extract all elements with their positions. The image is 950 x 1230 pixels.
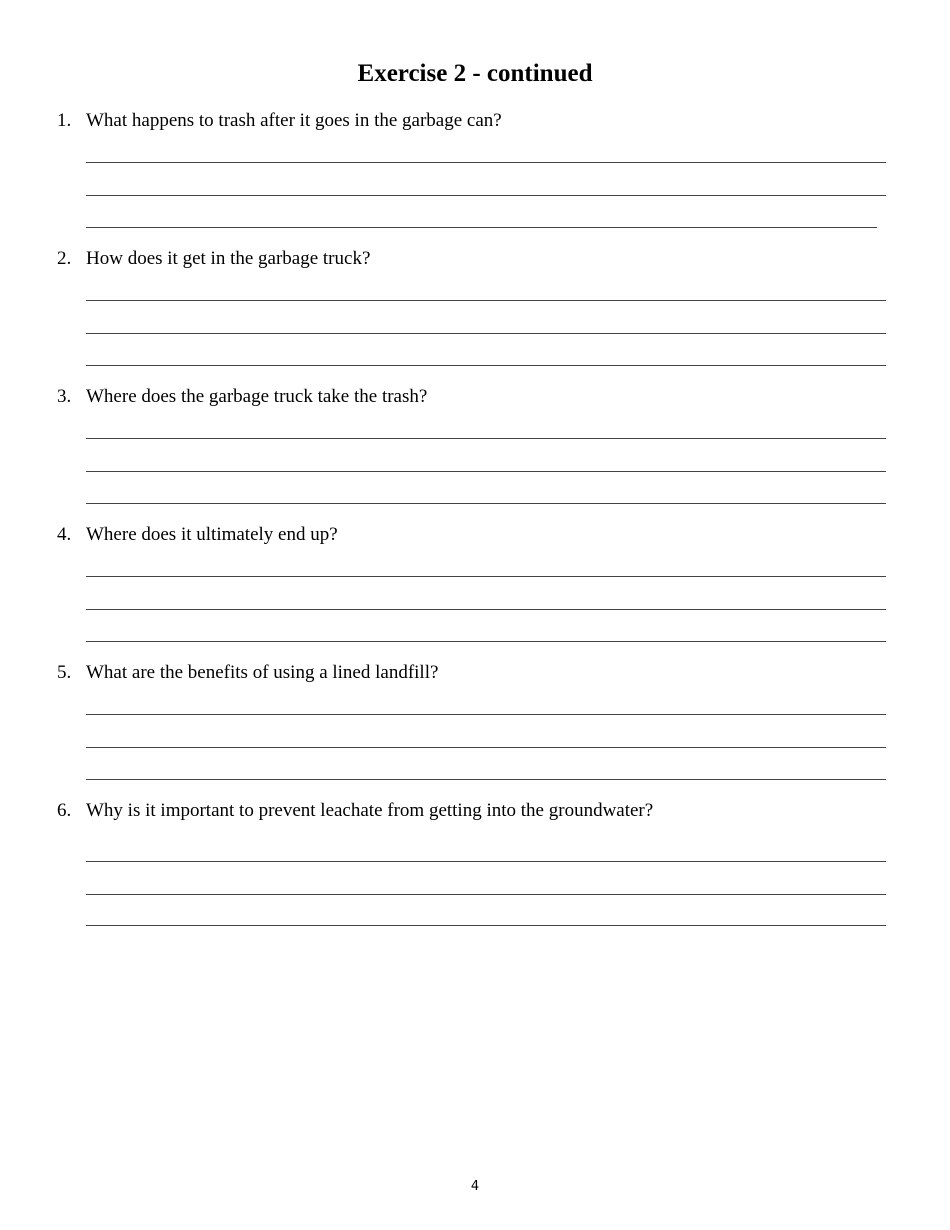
question-text: Where does it ultimately end up? — [86, 524, 338, 545]
answer-line — [86, 861, 886, 862]
question-2 — [57, 247, 897, 271]
answer-line — [86, 333, 886, 334]
answer-line — [86, 925, 886, 926]
question-5 — [57, 661, 897, 685]
answer-line — [86, 714, 886, 715]
answer-line — [86, 162, 886, 163]
answer-line — [86, 747, 886, 748]
question-text: How does it get in the garbage truck? — [86, 248, 371, 269]
question-text: What are the benefits of using a lined landfill? — [86, 662, 439, 683]
answer-line — [86, 471, 886, 472]
answer-line — [86, 641, 886, 642]
question-number: 5. — [57, 662, 72, 683]
answer-line — [86, 779, 886, 780]
answer-line — [86, 894, 886, 895]
answer-line — [86, 609, 886, 610]
question-text: Where does the garbage truck take the trash? — [86, 386, 428, 407]
answer-line — [86, 503, 886, 504]
question-4 — [57, 523, 897, 547]
question-number: 2. — [57, 248, 72, 269]
page-number: 4 — [470, 1179, 480, 1194]
question-text: What happens to trash after it goes in the garbage can? — [86, 110, 502, 131]
question-number: 3. — [57, 386, 72, 407]
answer-line — [86, 576, 886, 577]
question-text: Why is it important to prevent leachate from getting into the groundwater? — [86, 800, 654, 821]
question-1 — [57, 109, 897, 133]
answer-line — [86, 365, 886, 366]
question-number: 4. — [57, 524, 72, 545]
question-6 — [57, 799, 897, 823]
question-number: 6. — [57, 800, 72, 821]
question-3 — [57, 385, 897, 409]
answer-line — [86, 195, 886, 196]
answer-line — [86, 300, 886, 301]
worksheet-title: Exercise 2 - continued — [357, 60, 593, 87]
answer-line — [86, 438, 886, 439]
question-number: 1. — [57, 110, 72, 131]
answer-line — [86, 227, 877, 228]
